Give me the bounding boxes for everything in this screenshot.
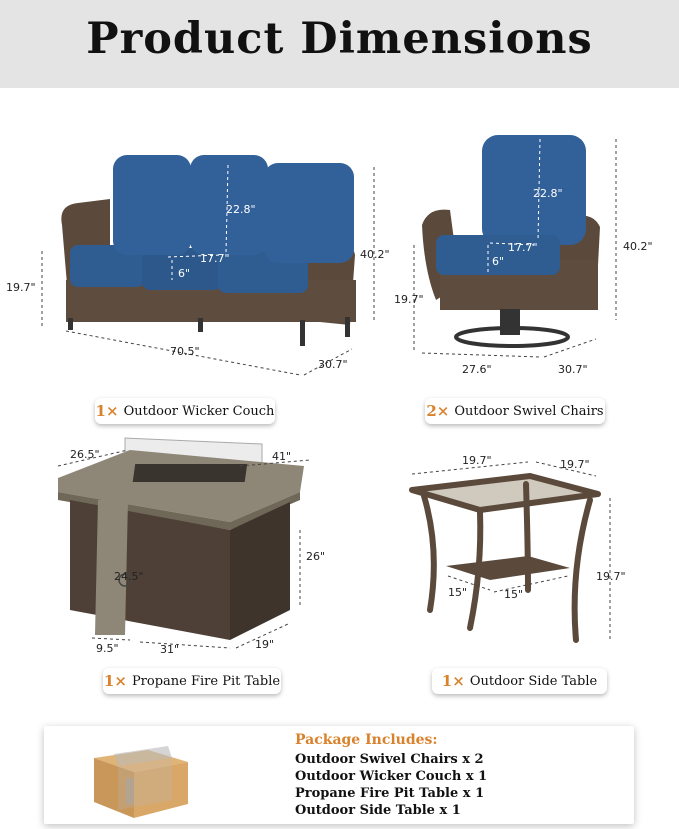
package-list xyxy=(295,751,487,819)
chairs-qty: 2× xyxy=(426,402,450,420)
chairs-name: Outdoor Swivel Chairs xyxy=(454,403,604,419)
chair-panel xyxy=(394,95,679,395)
package-box xyxy=(44,726,634,824)
firepit-label xyxy=(103,668,281,694)
firepit-name: Propane Fire Pit Table xyxy=(131,673,281,689)
couch-name: Outdoor Wicker Couch xyxy=(123,403,275,419)
chair-total-height: 40.2" xyxy=(623,240,653,253)
couch-seat-height: 19.7" xyxy=(6,281,36,294)
package-title: Package Includes: xyxy=(295,732,438,748)
firepit-door-width: 9.5" xyxy=(96,642,119,655)
sidetable-name: Outdoor Side Table xyxy=(469,673,598,689)
list-item: Outdoor Swivel Chairs x 2 xyxy=(295,752,484,767)
title-banner xyxy=(0,0,679,88)
firepit-height: 26" xyxy=(306,550,326,563)
firepit-panel xyxy=(0,430,400,665)
chair-seat-height: 19.7" xyxy=(394,293,424,306)
firepit-base-depth: 19" xyxy=(255,638,275,651)
sidetable-label xyxy=(432,668,607,694)
sidetable-top-width: 19.7" xyxy=(462,454,492,467)
sidetable-panel xyxy=(400,440,679,665)
couch-cushion: 6" xyxy=(178,267,191,280)
sidetable-qty: 1× xyxy=(441,672,465,690)
couch-width: 70.5" xyxy=(170,345,200,358)
list-item: Outdoor Side Table x 1 xyxy=(295,803,461,818)
chairs-label xyxy=(425,398,605,424)
chair-back-height: 22.8" xyxy=(533,187,563,200)
chair-depth: 30.7" xyxy=(558,363,588,376)
couch-back-height: 22.8" xyxy=(226,203,256,216)
chair-width: 27.6" xyxy=(462,363,492,376)
firepit-base-width: 31" xyxy=(160,643,180,656)
couch-panel xyxy=(0,95,400,395)
couch-label xyxy=(95,398,275,424)
couch-seat-depth: 17.7" xyxy=(200,252,230,265)
couch-illustration xyxy=(0,95,400,395)
sidetable-top-depth: 19.7" xyxy=(560,458,590,471)
list-item: Propane Fire Pit Table x 1 xyxy=(295,786,485,801)
firepit-door: 24.5" xyxy=(114,570,144,583)
sidetable-shelf-w: 15" xyxy=(448,586,468,599)
firepit-qty: 1× xyxy=(103,672,127,690)
couch-depth: 30.7" xyxy=(318,358,348,371)
list-item: Outdoor Wicker Couch x 1 xyxy=(295,769,488,784)
sidetable-illustration xyxy=(400,440,679,665)
firepit-top-width: 41" xyxy=(272,450,292,463)
chair-seat-depth: 17.7" xyxy=(508,241,538,254)
firepit-top-depth: 26.5" xyxy=(70,448,100,461)
page-title: Product Dimensions xyxy=(86,14,593,64)
firepit-illustration xyxy=(0,430,400,665)
cardboard-box-icon xyxy=(86,730,196,820)
chair-cushion: 6" xyxy=(492,255,505,268)
sidetable-shelf-d: 15" xyxy=(504,588,524,601)
couch-qty: 1× xyxy=(95,402,119,420)
sidetable-height: 19.7" xyxy=(596,570,626,583)
couch-total-height: 40.2" xyxy=(360,248,390,261)
